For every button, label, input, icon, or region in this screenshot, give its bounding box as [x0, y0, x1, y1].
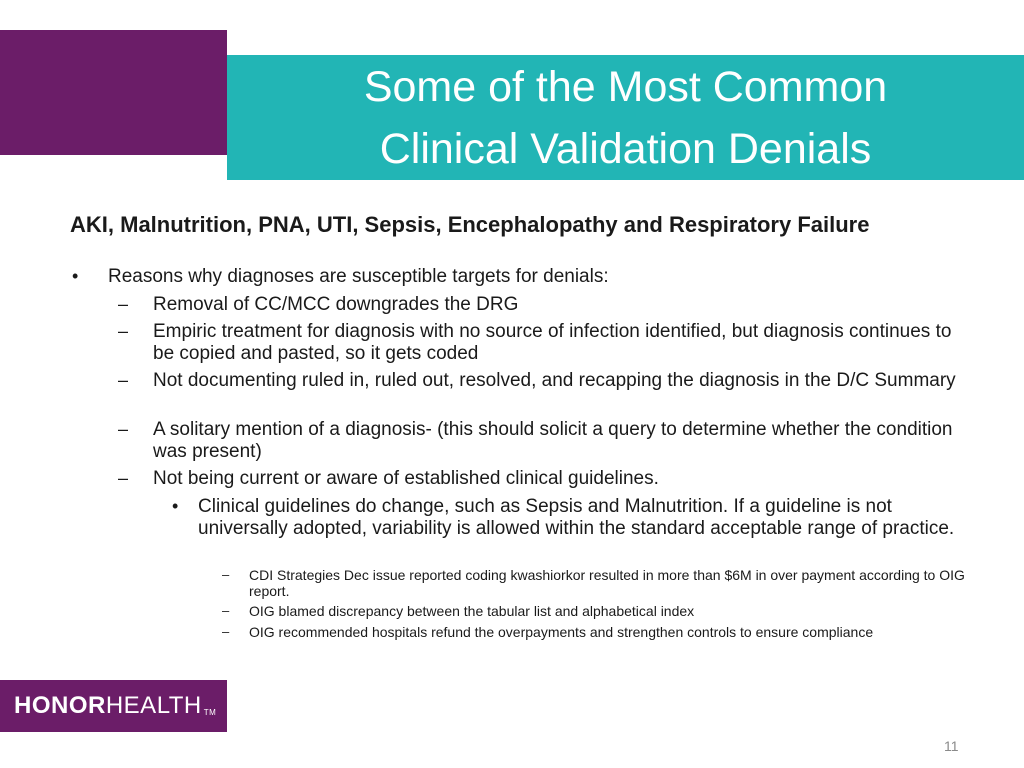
sub-bullet-text: Removal of CC/MCC downgrades the DRG — [153, 294, 519, 315]
dash-marker: – — [118, 419, 129, 439]
sub-bullet-text: Not being current or aware of established clinical guidelines. — [153, 468, 659, 489]
detail-text: CDI Strategies Dec issue reported coding kwashiorkor resulted in more than $6M in over payment according to OIG report. — [249, 567, 965, 599]
dash-marker: – — [118, 294, 129, 314]
logo-honor-text: HONOR — [14, 692, 106, 719]
dash-marker: – — [118, 370, 129, 390]
dash-marker: – — [222, 624, 230, 639]
slide-title-line-2: Clinical Validation Denials — [379, 124, 872, 173]
detail-text: OIG recommended hospitals refund the overpayments and strengthen controls to ensure compliance — [249, 624, 874, 640]
bullet-marker: • — [72, 266, 79, 286]
title-banner — [227, 55, 1024, 180]
sub-bullet-text: Not documenting ruled in, ruled out, resolved, and recapping the diagnosis in the D/C Summary — [153, 370, 956, 391]
dash-marker: – — [118, 468, 129, 488]
detail-text: OIG blamed discrepancy between the tabular list and alphabetical index — [249, 603, 695, 619]
dash-marker: – — [118, 321, 129, 341]
logo-health-text: HEALTH — [105, 692, 202, 719]
sub-bullet-text: A solitary mention of a diagnosis- (this should solicit a query to determine whether the condition was present) — [153, 419, 953, 462]
bullet-text: Reasons why diagnoses are susceptible targets for denials: — [108, 266, 609, 287]
slide-title-line-1: Some of the Most Common — [363, 62, 888, 111]
sub-sub-bullet-text: Clinical guidelines do change, such as Sepsis and Malnutrition. If a guideline is not universally adopted, variability is allowed within the standard acceptable range of practice. — [198, 496, 955, 539]
logo-trademark: TM — [203, 707, 217, 717]
purple-accent-block — [0, 30, 227, 155]
honorhealth-logo — [0, 680, 227, 732]
sub-bullet-text: Empiric treatment for diagnosis with no source of infection identified, but diagnosis continues to be copied and pasted, so it gets coded — [153, 321, 952, 364]
bullet-marker: • — [172, 496, 179, 516]
slide-subtitle: AKI, Malnutrition, PNA, UTI, Sepsis, Encephalopathy and Respiratory Failure — [70, 212, 870, 237]
page-number: 11 — [944, 738, 959, 754]
dash-marker: – — [222, 567, 230, 582]
dash-marker: – — [222, 603, 230, 618]
